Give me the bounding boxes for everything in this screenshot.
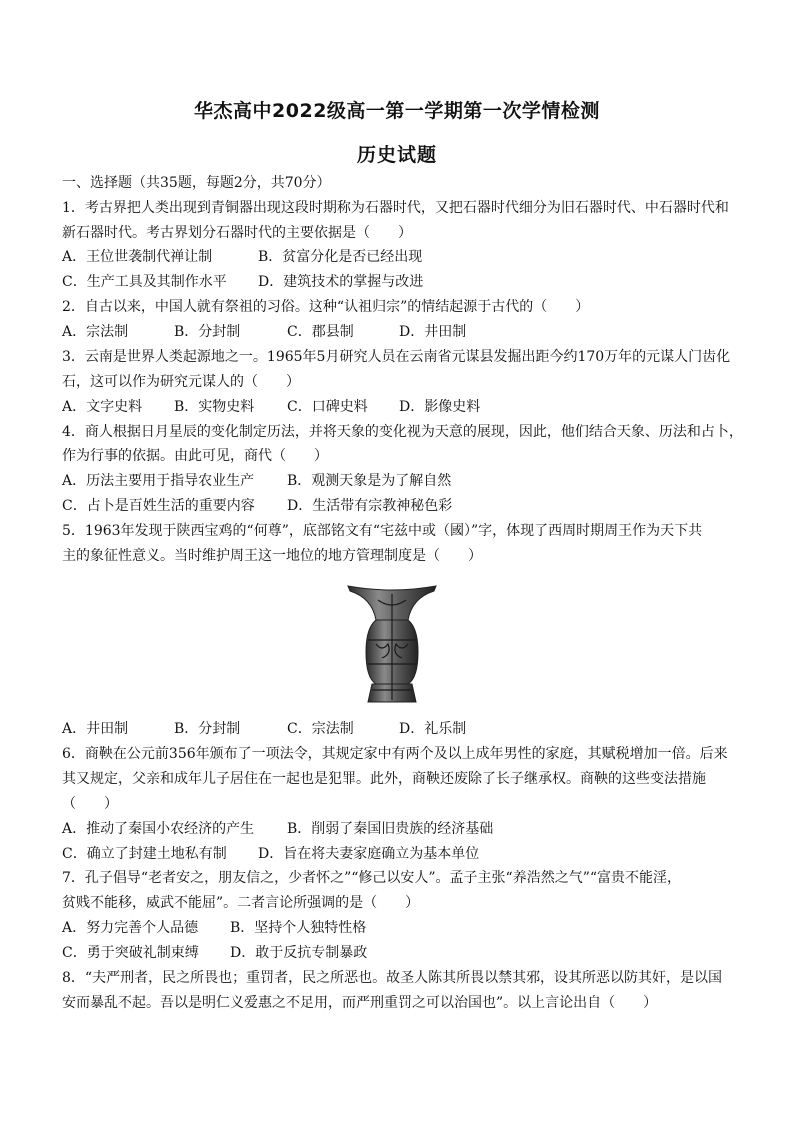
question-5-option-d: D．礼乐制 bbox=[399, 721, 467, 737]
question-2-option-a: A．宗法制 bbox=[62, 324, 129, 340]
question-6-line-2: 其又规定，父亲和成年儿子居住在一起也是犯罪。此外，商鞅还废除了长子继承权。商鞅的这些变法措施 bbox=[62, 771, 706, 787]
question-1-line-1: 1．考古界把人类出现到青铜器出现这段时期称为石器时代，又把石器时代细分为旧石器时代、中石器时代和 bbox=[62, 200, 729, 216]
question-1-option-a: A．王位世袭制代禅让制 bbox=[62, 249, 213, 265]
question-3-line-2: 石，这可以作为研究元谋人的（ ） bbox=[62, 374, 300, 390]
question-6-option-b: B．削弱了秦国旧贵族的经济基础 bbox=[287, 821, 494, 837]
question-3-option-d: D．影像史料 bbox=[399, 399, 481, 415]
question-6-option-a: A．推动了秦国小农经济的产生 bbox=[62, 821, 255, 837]
question-5-option-c: C．宗法制 bbox=[287, 721, 354, 737]
exam-title: 华杰高中2022级高一第一学期第一次学情检测 bbox=[194, 100, 600, 122]
question-7-line-2: 贫贱不能移，威武不能屈”。二者言论所强调的是（ ） bbox=[62, 895, 420, 911]
question-1-option-b: B．贫富分化是否已经出现 bbox=[258, 249, 423, 265]
question-5-line-2: 主的象征性意义。当时维护周王这一地位的地方管理制度是（ ） bbox=[62, 548, 482, 564]
question-1-line-2: 新石器时代。考古界划分石器时代的主要依据是（ ） bbox=[62, 225, 412, 241]
question-4-option-b: B．观测天象是为了解自然 bbox=[287, 473, 452, 489]
question-6-line-3: （ ） bbox=[62, 796, 118, 812]
question-7-option-d: D．敢于反抗专制暴政 bbox=[230, 945, 368, 961]
question-4-option-c: C．占卜是百姓生活的重要内容 bbox=[62, 498, 255, 514]
question-3-option-a: A．文字史料 bbox=[62, 399, 143, 415]
exam-subtitle: 历史试题 bbox=[356, 144, 437, 166]
question-6-option-c: C．确立了封建土地私有制 bbox=[62, 846, 227, 862]
question-7-line-1: 7．孔子倡导“老者安之，朋友信之，少者怀之”“修己以安人”。孟子主张“养浩然之气”“富贵不能淫， bbox=[62, 870, 682, 886]
question-5-option-b: B．分封制 bbox=[174, 721, 241, 737]
question-4-line-2: 作为行事的依据。由此可见，商代（ ） bbox=[62, 448, 328, 464]
question-8-line-2: 安而暴乱不起。吾以是明仁义爱惠之不足用，而严刑重罚之可以治国也”。以上言论出自（ ） bbox=[62, 995, 658, 1011]
question-2-option-b: B．分封制 bbox=[174, 324, 241, 340]
question-5-option-a: A．井田制 bbox=[62, 721, 129, 737]
question-4-option-d: D．生活带有宗教神秘色彩 bbox=[287, 498, 453, 514]
question-7-option-a: A．努力完善个人品德 bbox=[62, 920, 199, 936]
question-3-option-b: B．实物史料 bbox=[174, 399, 255, 415]
question-2-line-1: 2．自古以来，中国人就有祭祖的习俗。这种“认祖归宗”的情结起源于古代的（ ） bbox=[62, 299, 590, 315]
question-5-line-1: 5．1963年发现于陕西宝鸡的“何尊”，底部铭文有“宅兹中或（國）”字，体现了西周时期周王作为天下共 bbox=[62, 523, 703, 539]
question-4-option-a: A．历法主要用于指导农业生产 bbox=[62, 473, 255, 489]
question-7-option-b: B．坚持个人独特性格 bbox=[230, 920, 367, 936]
question-2-option-c: C．郡县制 bbox=[287, 324, 354, 340]
question-6-line-1: 6．商鞅在公元前356年颁布了一项法令，其规定家中有两个及以上成年男性的家庭，其赋税增加一倍。后来 bbox=[62, 746, 728, 762]
section-heading: 一、选择题（共35题，每题2分，共70分） bbox=[62, 175, 331, 191]
question-3-line-1: 3．云南是世界人类起源地之一。1965年5月研究人员在云南省元谋县发掘出距今约170万年的元谋人门齿化 bbox=[62, 349, 731, 365]
question-2-option-d: D．井田制 bbox=[399, 324, 467, 340]
question-1-option-d: D．建筑技术的掌握与改进 bbox=[258, 274, 424, 290]
question-8-line-1: 8．“夫严刑者，民之所畏也；重罚者，民之所恶也。故圣人陈其所畏以禁其邪，设其所恶以防其奸，是以国 bbox=[62, 970, 723, 986]
question-3-option-c: C．口碑史料 bbox=[287, 399, 368, 415]
bronze-zun-vessel-icon bbox=[342, 580, 442, 710]
question-4-line-1: 4．商人根据日月星辰的变化制定历法，并将天象的变化视为天意的展现，因此，他们结合天象、历法和占卜， bbox=[62, 424, 743, 440]
question-1-option-c: C．生产工具及其制作水平 bbox=[62, 274, 227, 290]
question-6-option-d: D．旨在将夫妻家庭确立为基本单位 bbox=[258, 846, 480, 862]
question-7-option-c: C．勇于突破礼制束缚 bbox=[62, 945, 199, 961]
